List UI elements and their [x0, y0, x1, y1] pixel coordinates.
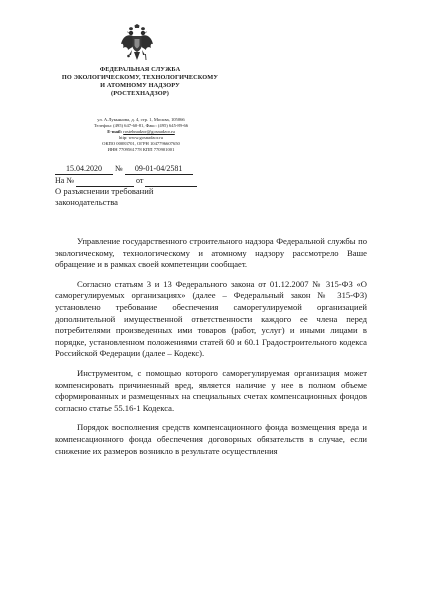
email-label: E-mail: [107, 129, 123, 135]
email-link[interactable]: rostehnadzor@gosnadzor.ru [123, 129, 175, 135]
subject-line: законодательства [55, 197, 118, 207]
org-line: (РОСТЕХНАДЗОР) [111, 90, 169, 97]
body-paragraph: Порядок восполнения средств компенсационного фонда возмещения вреда и компенсационного фонда обеспечения договорных обязательств в случае, если снижение их размеров возникло в результате осуществления [55, 422, 367, 456]
website-line: http: www.gosnadzor.ru [119, 135, 163, 141]
letter-body [55, 236, 367, 465]
address-line: ул. А.Лукьянова, д. 4, стр. 1, Москва, 105066 [97, 117, 185, 122]
body-paragraph: Согласно статьям 3 и 13 Федерального закона от 01.12.2007 № 315-ФЗ «О саморегулируемых организациях» (далее – Федеральный закон № 315-ФЗ) установлено требование обеспечения саморегулируемой организацией дополнительной имущественной ответственности каждого ее члена перед потребителями произведенных ими товаров (работ, услуг) и иными лицами в порядке, установленном положениями статей 60 и 60.1 Градостроительного кодекса Российской Федерации (далее – Кодекс). [55, 278, 367, 359]
okpo-line: ОКПО 00083701, ОГРН 1047796607650 [102, 141, 180, 147]
number-label: № [115, 164, 123, 173]
body-paragraph: Инструментом, с помощью которого саморегулируемая организация может компенсировать причиненный вред, является наличие у нее в полном объеме сформированных и размещенных на специальных счетах компенсационных фондов согласно статье 55.16-1 Кодекса. [55, 367, 367, 413]
coat-of-arms-icon [120, 24, 154, 64]
outgoing-registration [55, 164, 193, 175]
ref-from-label: от [135, 176, 144, 185]
letter-date: 15.04.2020 [55, 164, 113, 175]
org-line: ФЕДЕРАЛЬНАЯ СЛУЖБА [99, 66, 181, 73]
org-line: ПО ЭКОЛОГИЧЕСКОМУ, ТЕХНОЛОГИЧЕСКОМУ [61, 74, 219, 81]
phone-line: Телефон: (495) 647-60-81, Факс: (495) 645-89-66 [93, 123, 189, 129]
organization-name [40, 66, 240, 98]
inn-line: ИНН 7709561778 КПП 770901001 [107, 147, 175, 153]
letter-subject [55, 186, 153, 208]
body-paragraph: Управление государственного строительного надзора Федеральной службы по экологическому, технологическому и атомному надзору рассмотрело Ваше обращение и в рамках своей компетенции сообщает. [55, 236, 367, 270]
contact-block [56, 117, 226, 154]
letter-number: 09-01-04/2581 [125, 164, 193, 175]
ref-label: На № [55, 176, 74, 185]
org-line: И АТОМНОМУ НАДЗОРУ [100, 82, 180, 89]
subject-line: О разъяснении требований [55, 186, 154, 196]
